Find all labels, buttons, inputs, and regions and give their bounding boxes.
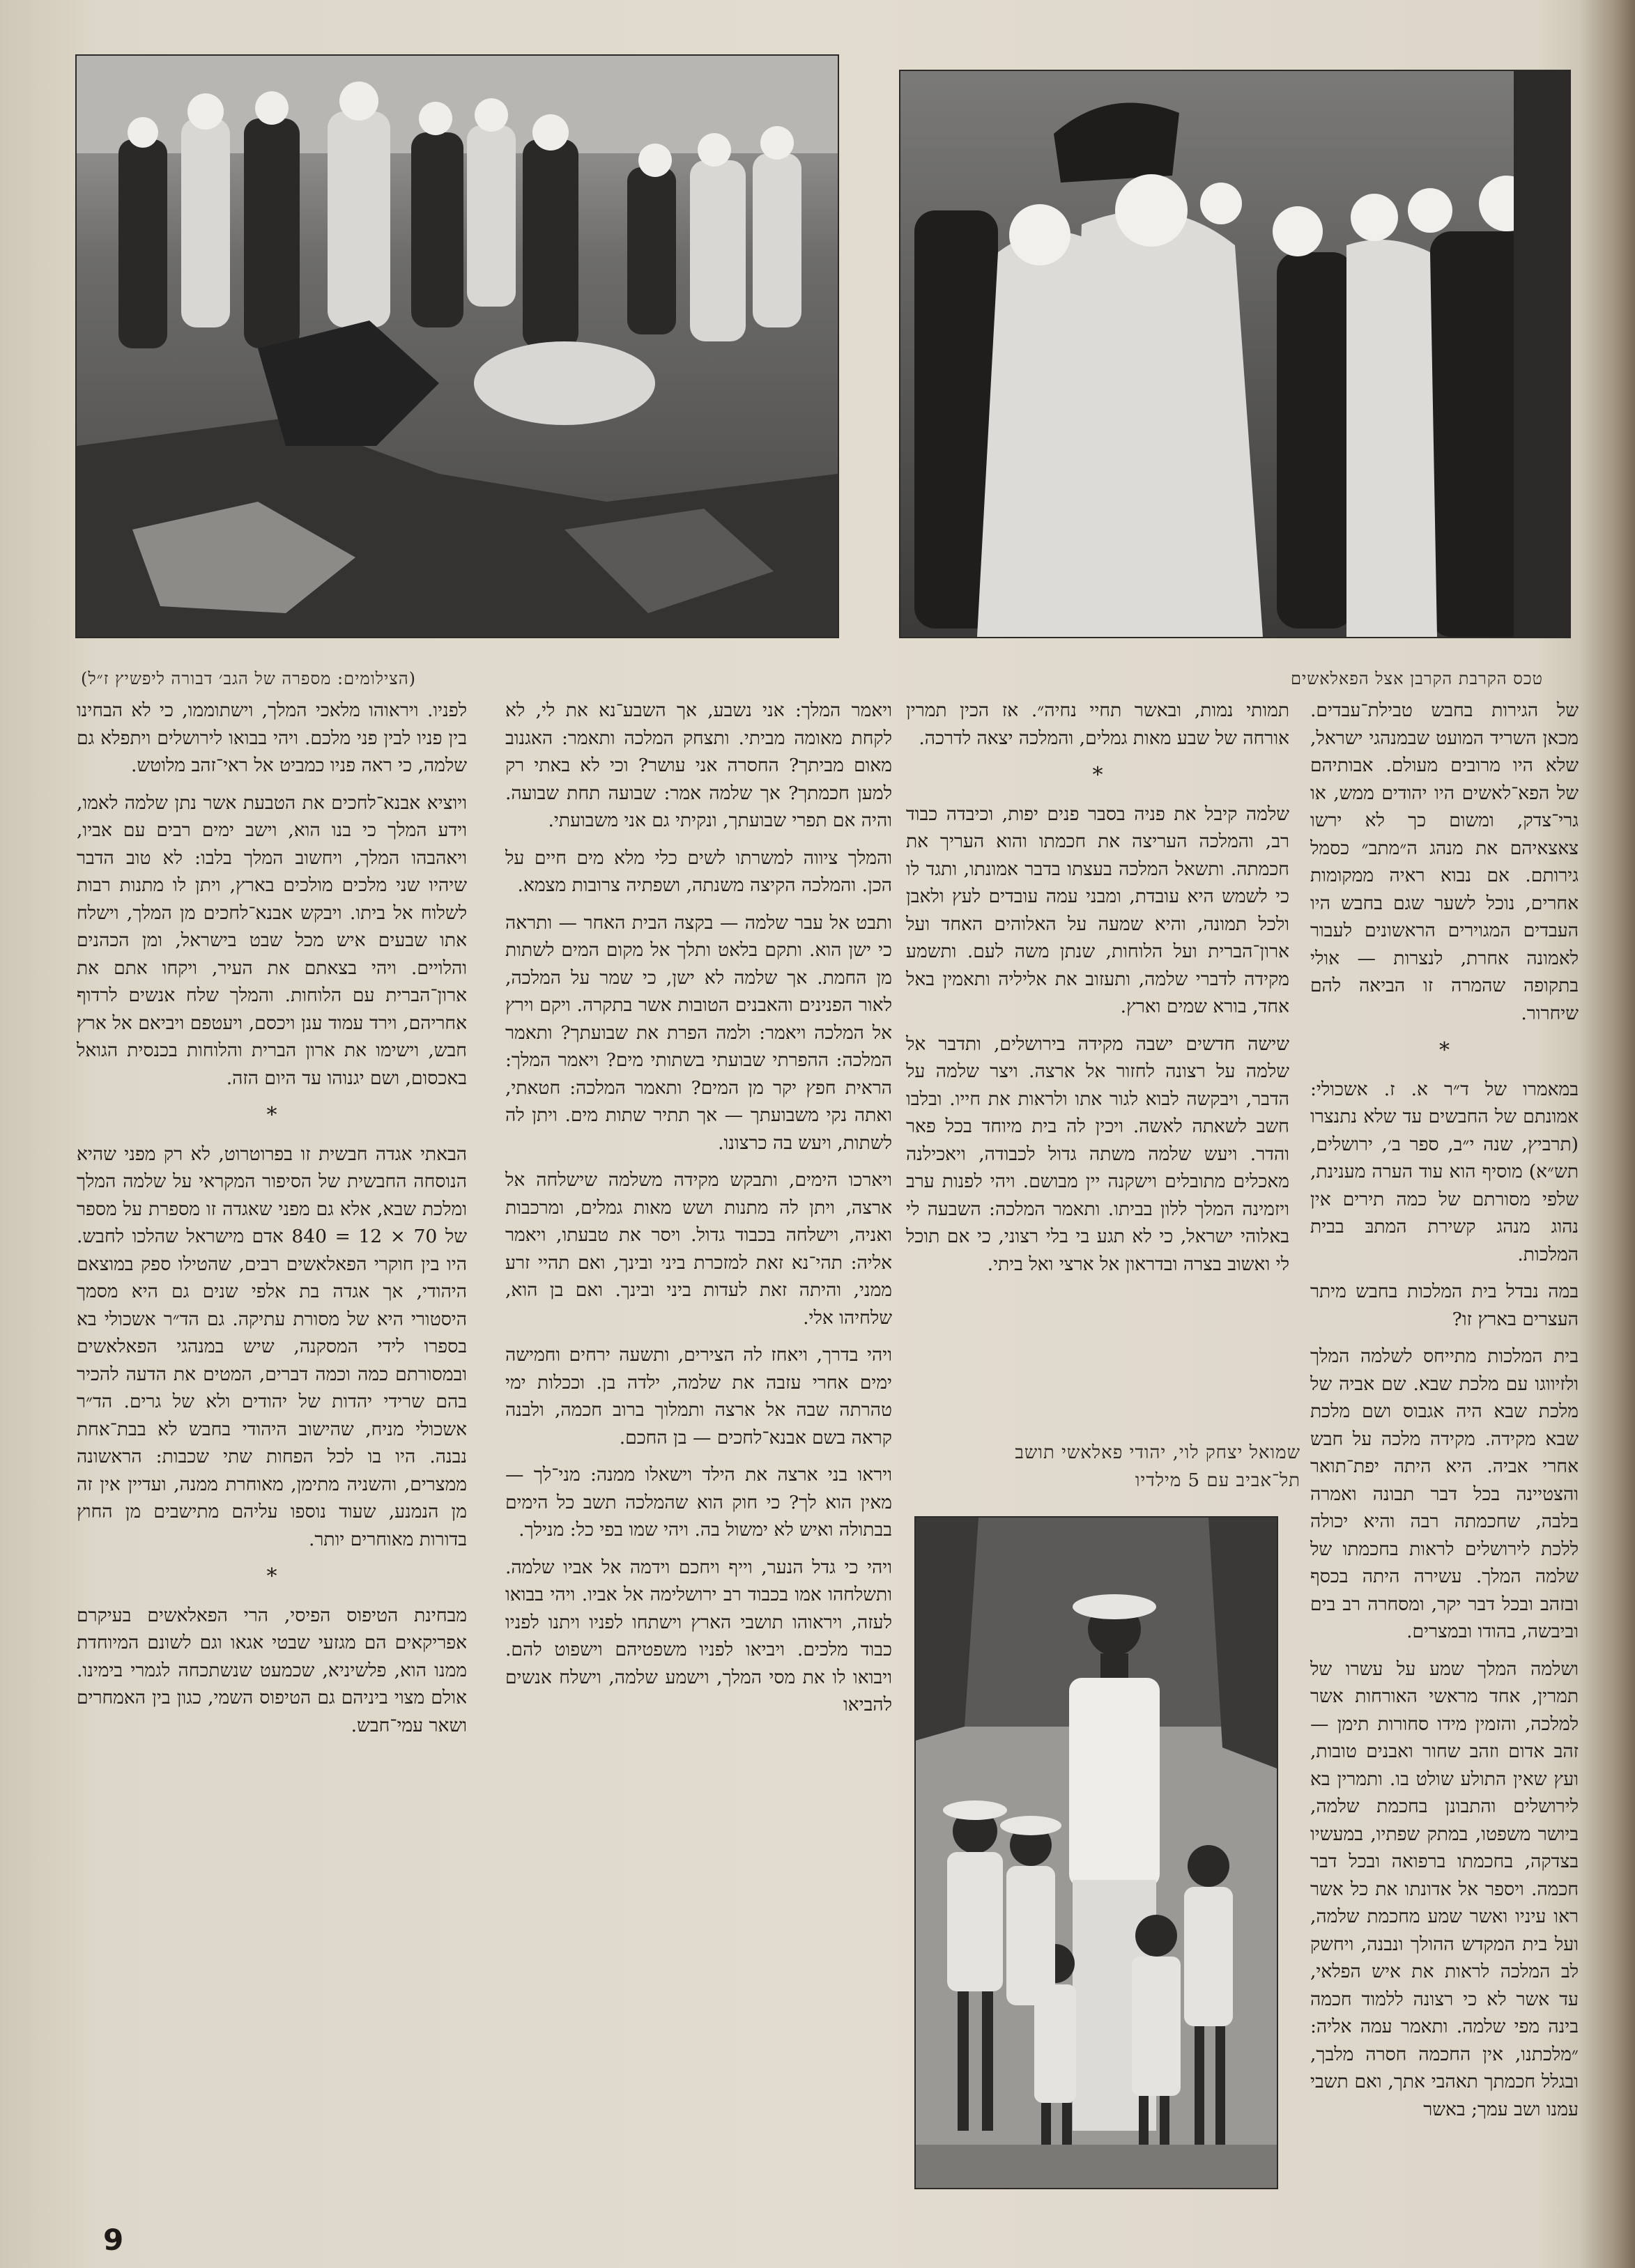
paragraph: ויהי בדרך, ויאחז לה הצירים, ותשעה ירחים וחמישה ימים אחרי עזבה את שלמה, ילדה בן. וככלות ימי טהרתה שבה אל ארצה ותמלוך ברוב חכמה, ולבנה קראה בשם אבנא־לחכים — בן החכם. (505, 1344, 892, 1449)
page-curl-shadow (1579, 0, 1635, 2268)
paragraph: לפניו. ויראוהו מלאכי המלך, וישתוממו, כי לא הבחינו בין פניו לבין פני מלכם. ויהי בבואו לירושלים ויתפלא גם שלמה, כי ראה פניו כמביט אל ראי־זהב מלוטש. (77, 700, 467, 776)
section-separator: * (266, 1103, 277, 1127)
text-column-1 (1310, 697, 1579, 2160)
text-column-2 (906, 697, 1289, 1414)
caption-family-photo: שמואל יצחק לוי, יהודי פאלאשי תושב תל־אביב עם 5 מילדיו (1015, 1442, 1300, 1491)
paragraph: ויהי כי גדל הנער, וייף ויחכם וידמה אל אביו שלמה. ותשלחהו אמו בכבוד רב ירושלימה אל אביו. ויהי בבואו לעזה, ויראוהו תושבי הארץ וישתחו לפניו ויתנו לפניו כבוד מלכים. ויביאו לפניו משפטיהם וישפוט להם. ויבואו לו את מסי המלך, וישמע שלמה, וישלח אנשים להביאו (505, 1556, 892, 1715)
paragraph: תמותי נמות, ובאשר תחיי נחיה״. אז הכין תמרין אורחה של שבע מאות גמלים, והמלכה יצאה לדרכה. (906, 700, 1289, 749)
photo-sacrifice-ground (75, 54, 839, 638)
text-column-3 (505, 697, 892, 2202)
paragraph: במה נבדל בית המלכות בחבש מיתר העצרים בארץ זו? (1310, 1281, 1579, 1330)
caption-sacrifice: טכס הקרבת הקרבן אצל הפאלאשים (1290, 669, 1543, 688)
paragraph: שלמה קיבל את פניה בסבר פנים יפות, וכיבדה כבוד רב, והמלכה העריצה את חכמתו והוא העריך את חכמתה. ותשאל המלכה בעצתו בדבר אמונתו, ותגד לו כי לשמש היא עובדת, ומבני עמה עובדים לעץ ולאבן ולכל תמונה, והיא שמעה על האלוהים האחד ועל ארון־הברית ועל הלוחות, שנתן משה לעם. ותשמע מקידה לדברי שלמה, ותעזוב את אליליה ותאמין באל אחד, בורא שמים וארץ. (906, 803, 1289, 1017)
paragraph: ויארכו הימים, ותבקש מקידה משלמה שישלחה אל ארצה, ויתן לה מתנות ושש מאות גמלים, ומרכבות ואניה, וישלחה בכבוד גדול. ויסר את טבעתו, ויאמר אליה: תהי־נא זאת למזכרת ביני ובינך, ואם תהיי זרע ממני, והיתה זאת לעדות ביני ובינך. ואם בן הוא, שלחיהו אלי. (505, 1169, 892, 1329)
paragraph: ויראו בני ארצה את הילד וישאלו ממנה: מני־לך — מאין הוא לך? כי חוק הוא שהמלכה תשב כל הימים בבתולה ואיש לא ימשול בה. ויהי שמו בפי כל: מנילך. (505, 1464, 892, 1541)
photo-sacrifice-ceremony (899, 70, 1571, 638)
paragraph: ויאמר המלך: אני נשבע, אך השבע־נא את לי, לא לקחת מאומה מביתי. ותצחק המלכה ותאמר: האגנוב מאום מביתך? החסרה אני עושר? וכי לא באתי רק למען חכמתך? אך שלמה אמר: שבועה תחת שבועה. והיה אם תפרי שבועתך, ונקיתי גם אני משבועתי. (505, 700, 892, 831)
paragraph: הבאתי אגדה חבשית זו בפרוטרוט, לא רק מפני שהיא הנוסחה החבשית של הסיפור המקראי על שלמה המלך ומלכת שבא, אלא גם מפני שאגדה זו מספרת על מספר של 70 × 12 = 840 אדם מישראל שהלכו לחבש. היו בין חוקרי הפאלאשים רבים, שהטילו ספק במוצאם היהודי, אך אגדה בת אלפי שנים גם היא מסמך היסטורי היא של מסורת עתיקה. גם הד״ר אשכולי בא בספרו לידי המסקנה, שיש במנהגי הפאלאשים ובמסורתם כמה וכמה דברים, המטים את הדעה להכיר בהם שרידי יהדות של יהודים ולא של גרים. הד״ר אשכולי מניח, שהישוב היהודי בחבש לא בבת־אחת נבנה. היו בו לכל הפחות שתי שכבות: הראשונה ממצרים, והשניה מתימן, מאוחרת ממנה, ועדיין אין זה מן הנמנע, שעוד נוספו עליהם מתישבים מן החוץ בדורות מאוחרים יותר. (77, 1143, 467, 1550)
page-number: 9 (103, 2223, 124, 2257)
paragraph: שישה חדשים ישבה מקידה בירושלים, ותדבר אל שלמה על רצונה לחזור אל ארצה. ויצר שלמה על הדבר, ויבקשה לבוא לגור אתו ולראות את חייו. ובלבו חשב לשאתה לאשה. ויכין לה בית מיוחד בכל פאר והדר. ויעש שלמה משתה גדול לכבודה, ויאכילנה מאכלים מתובלים וישקנה יין מבושם. ויהי לפנות ערב ויזמינה המלך ללון בביתו. ותאמר המלכה: השבעה לי באלוהי ישראל, כי לא תגע בי בלי רצוני, כי אם תוכל לי ואשוב בצרה ובדראון אל ארצי ואל ביתי. (906, 1033, 1289, 1275)
paragraph: והמלך ציווה למשרתו לשים כלי מלא מים חיים על הכן. והמלכה הקיצה משנתה, ושפתיה צרובות מצמא. (505, 847, 892, 896)
paragraph: ושלמה המלך שמע על עשרו של תמרין, אחד מראשי האורחות אשר למלכה, והזמין מידו סחורות תימן — זהב אדום וזהב שחור ואבנים טובות, ועץ שאין התולע שולט בו. ותמרין בא לירושלים והתבונן בחכמת שלמה, ביושר משפטו, במתק שפתיו, במעשיו בצדקה, בחכמתו ברפואה ובכל דבר חכמה. ויספר אל אדונתו את כל אשר ראו עיניו ואשר שמע מחכמת שלמה, ועל בית המקדש ההולך ונבנה, ויחשק לב המלכה לראות את איש הפלאי, עד אשר לא כי רצונה ללמוד חכמה בינה מפי שלמה. ותאמר עמה אליה: ״מלכתנו, אין החכמה חסרה מלבך, ובגלל חכמתך תאהבי אתך, ואם תשבי עמנו ושב עמך; באשר (1310, 1658, 1579, 2120)
paragraph: של הגירות בחבש טבילת־עבדים. מכאן השריד המועט שבמנהגי ישראל, שלא היו מרובים מעולם. אבותיהם של הפא־לאשים היו יהודים ממש, או גרי־צדק, ומשום כך לא ירשו צאצאיהם את מנהג ה״מתב״ כסמל גירותם. אם נבוא ראיה ממקומות אחרים, נוכל לשער שגם בחבש היו העבדים המגוירים הראשונים לעבור לאמונה אחרת, לנצרות — אולי בתקופה שהמרה זו הביאה להם שיחרור. (1310, 700, 1579, 1024)
paragraph: מבחינת הטיפוס הפיסי, הרי הפאלאשים בעיקרם אפריקאים הם מגזעי שבטי אגאו וגם לשונם המיוחדת ממנו הוא, פלשיניא, שכמעט שנשתכחה לגמרי בימינו. אולם מצוי ביניהם גם הטיפוס השמי, כגון בין האמחרים ושאר עמי־חבש. (77, 1604, 467, 1736)
paragraph: ויוציא אבנא־לחכים את הטבעת אשר נתן שלמה לאמו, וידע המלך כי בנו הוא, וישב ימים רבים עם אביו, ויאהבהו המלך, ויחשוב המלך בלבו: לא טוב הדבר שיהיו שני מלכים מולכים בארץ, ויתן לו מתנות רבות לשלוח אל ביתו. ויבקש אבנא־לחכים מן המלך, וישלח אתו שבעים איש מכל שבט בישראל, ומן הכהנים והלויים. ויהי בצאתם את העיר, ויקחו אתם את ארון־הברית עם הלוחות. והמלך שלח אנשים לרדוף אחריהם, וירד עמוד ענן ויכסם, ויעטפם ויביאם אל ארץ חבש, וישימו את ארון הברית והלוחות בכנסית הגואל באכסום, ושם יגנוהו עד היום הזה. (77, 792, 467, 1089)
section-separator: * (1092, 763, 1103, 787)
caption-photo-credit: (הצילומים: מספרה של הגב׳ דבורה ליפשיץ ז״ל) (81, 669, 416, 688)
text-column-4 (77, 697, 467, 2202)
paragraph: ותבט אל עבר שלמה — בקצה הבית האחר — ותראה כי ישן הוא. ותקם בלאט ותלך אל מקום המים לשתות מן החמת. אך שלמה לא ישן, כי שמר על המלכה, לאור הפנינים והאבנים הטובות אשר בתקרה. ויקם וירץ אל המלכה ויאמר: ולמה הפרת את שבועתך? ותאמר המלכה: ההפרתי שבועתי בשתותי מים? ויאמר המלך: הראית חפץ יקר מן המים? ותאמר המלכה: חטאתי, ואתה נקי משבועתך — אך תתיר שתות מים. ויתן לה לשתות, ויעש בה כרצונו. (505, 911, 892, 1154)
paragraph: במאמרו של ד״ר א. ז. אשכולי: אמונתם של החבשים עד שלא נתנצרו (תרביץ, שנה י״ב, ספר ב׳, ירושלים, תש״א) מוסיף הוא עוד הערה מענינת, שלפי מסורתם של כמה תירים אין נהוג מנהג קשירת המתבּ בבית המלכות. (1310, 1078, 1579, 1265)
photo-falasha-family (914, 1516, 1278, 2189)
section-separator: * (1439, 1038, 1450, 1063)
paragraph: בית המלכות מתייחס לשלמה המלך ולזיווגו עם מלכת שבא. שם אביה של מלכת שבא היה אגבוס ושם מלכת שבא מקידה. מקידה מלכה על חבש אחרי אביה. היא היתה יפת־תואר והצטיינה בכל דבר תבונה ואמרה בלבה, שחכמתה רבה והיא יכולה ללכת לירושלים לראות בחכמתו של שלמה המלך. עשירה היתה בכסף ובזהב ובכל דבר יקר, ומסחרה רב בים וביבשה, בהודו ובמצרים. (1310, 1345, 1579, 1642)
section-separator: * (266, 1564, 277, 1589)
